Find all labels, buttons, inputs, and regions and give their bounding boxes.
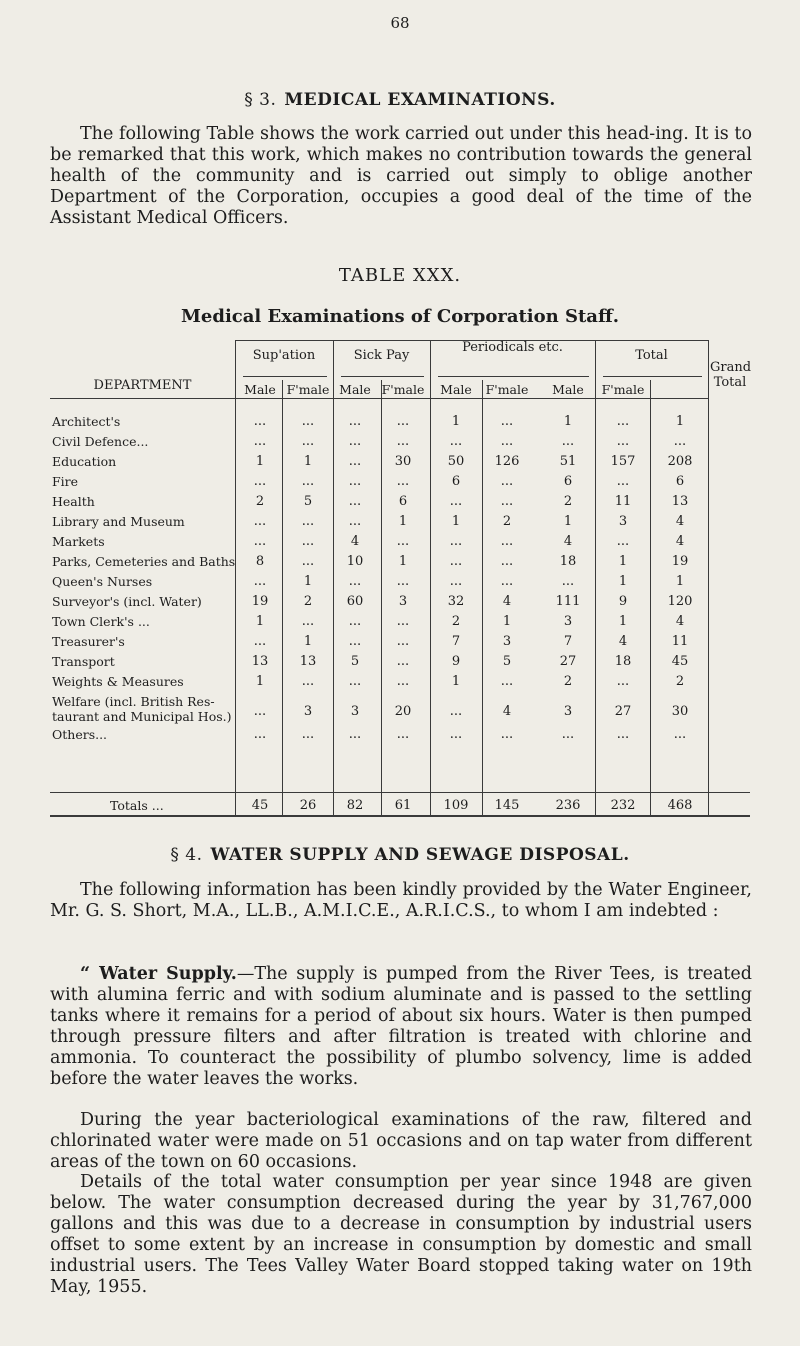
table-cell: 19 bbox=[671, 554, 689, 569]
table-cell: 2 bbox=[303, 594, 313, 609]
table-cell: ... bbox=[561, 434, 575, 449]
table-cell: 2 bbox=[563, 674, 573, 689]
table-cell: ... bbox=[616, 474, 630, 489]
totals-cell: 468 bbox=[667, 798, 693, 813]
sub-divider bbox=[282, 380, 283, 815]
department-name: Parks, Cemeteries and Baths bbox=[52, 554, 236, 569]
table-cell: ... bbox=[253, 704, 267, 720]
table-cell: ... bbox=[348, 414, 362, 429]
totals-cell: 232 bbox=[610, 798, 636, 813]
section-3-number: § 3. bbox=[244, 90, 277, 110]
table-cell: 50 bbox=[447, 454, 465, 469]
water-supply-text: —The supply is pumped from the River Tees, is treated with alumina ferric and with sodium aluminate and is passed to the settling tanks where it remains for a period of about six hours. Water is then pumped through pressure filters and after filtration is treated with chlorine and ammonia. To counteract the possibility of plumbo solvency, lime is added before the water leaves the works. bbox=[50, 964, 752, 1089]
table-subtitle: Medical Examinations of Corporation Staff. bbox=[180, 306, 620, 327]
table-cell: 1 bbox=[618, 574, 628, 589]
table-cell: ... bbox=[348, 574, 362, 589]
table-cell: 27 bbox=[614, 704, 632, 720]
table-cell: 5 bbox=[502, 654, 512, 669]
table-cell: ... bbox=[500, 574, 514, 589]
department-name: Treasurer's bbox=[52, 634, 125, 649]
table-cell: ... bbox=[301, 674, 315, 689]
table-cell: ... bbox=[673, 727, 687, 742]
group-underline bbox=[438, 376, 589, 377]
table-cell: 19 bbox=[251, 594, 269, 609]
table-cell: 7 bbox=[451, 634, 461, 649]
table-cell: ... bbox=[449, 704, 463, 720]
sub-divider bbox=[482, 380, 483, 815]
group-divider bbox=[235, 340, 236, 815]
bacteriological-paragraph bbox=[50, 1110, 752, 1173]
table-cell: ... bbox=[500, 727, 514, 742]
table-header-rule bbox=[50, 398, 708, 399]
section-4-title: WATER SUPPLY AND SEWAGE DISPOSAL. bbox=[210, 845, 630, 865]
department-name: Queen's Nurses bbox=[52, 574, 153, 589]
table-cell: 6 bbox=[675, 474, 685, 489]
department-name: Architect's bbox=[52, 414, 121, 429]
table-cell: ... bbox=[348, 614, 362, 629]
table-cell: 111 bbox=[555, 594, 581, 609]
table-cell: 4 bbox=[675, 514, 685, 529]
table-cell: ... bbox=[500, 494, 514, 509]
table-cell: 1 bbox=[255, 614, 265, 629]
table-cell: ... bbox=[301, 514, 315, 529]
group-divider bbox=[595, 340, 596, 815]
table-cell: ... bbox=[348, 514, 362, 529]
group-header: Sick Pay bbox=[353, 348, 410, 363]
group-underline bbox=[243, 376, 327, 377]
table-cell: 4 bbox=[675, 614, 685, 629]
table-cell: 3 bbox=[563, 614, 573, 629]
table-cell: ... bbox=[253, 414, 267, 429]
table-cell: 1 bbox=[451, 514, 461, 529]
grand-total-header: Grand Total bbox=[710, 360, 752, 390]
table-cell: 1 bbox=[451, 414, 461, 429]
water-supply-paragraph bbox=[50, 964, 752, 1090]
section-4-number: § 4. bbox=[170, 845, 203, 865]
sub-header: Male bbox=[244, 382, 276, 397]
table-cell: ... bbox=[500, 474, 514, 489]
table-cell: ... bbox=[616, 414, 630, 429]
table-cell: 1 bbox=[255, 454, 265, 469]
table-cell: ... bbox=[301, 434, 315, 449]
table-cell: ... bbox=[348, 494, 362, 509]
section-3-title: MEDICAL EXAMINATIONS. bbox=[284, 90, 556, 110]
table-cell: 6 bbox=[451, 474, 461, 489]
water-engineer-text: The following information has been kindly provided by the Water Engineer, Mr. G. S. Short, M.A., LL.B., A.M.I.C.E., A.R.I.C.S., to whom I am indebted : bbox=[50, 880, 752, 921]
table-cell: 4 bbox=[502, 704, 512, 720]
table-cell: 1 bbox=[303, 454, 313, 469]
table-cell: ... bbox=[449, 494, 463, 509]
water-supply-lead: “ Water Supply. bbox=[80, 964, 237, 984]
table-cell: 60 bbox=[346, 594, 364, 609]
table-cell: 13 bbox=[671, 494, 689, 509]
table-cell: ... bbox=[616, 674, 630, 689]
sub-header: Male bbox=[339, 382, 371, 397]
department-name: Health bbox=[52, 494, 95, 509]
table-cell: 2 bbox=[255, 494, 265, 509]
section-4-heading bbox=[0, 845, 800, 865]
table-cell: 2 bbox=[502, 514, 512, 529]
table-cell: ... bbox=[449, 574, 463, 589]
table-cell: ... bbox=[396, 674, 410, 689]
totals-cell: 82 bbox=[346, 798, 364, 813]
table-cell: ... bbox=[396, 654, 410, 669]
table-cell: ... bbox=[301, 727, 315, 742]
table-cell: ... bbox=[348, 434, 362, 449]
group-header: Periodicals etc. bbox=[462, 340, 563, 355]
table-cell: 30 bbox=[394, 454, 412, 469]
bacteriological-text: During the year bacteriological examinations of the raw, filtered and chlorinated water were made on 51 occasions and on tap water from different areas of the town on 60 occasions. bbox=[50, 1110, 752, 1172]
table-cell: 4 bbox=[350, 534, 360, 549]
table-cell: ... bbox=[449, 727, 463, 742]
table-cell: ... bbox=[348, 727, 362, 742]
table-cell: ... bbox=[396, 614, 410, 629]
table-cell: 1 bbox=[502, 614, 512, 629]
table-cell: 1 bbox=[451, 674, 461, 689]
group-divider bbox=[430, 340, 431, 815]
group-divider bbox=[708, 340, 709, 815]
table-cell: 3 bbox=[563, 704, 573, 720]
table-cell: ... bbox=[616, 727, 630, 742]
table-cell: 2 bbox=[675, 674, 685, 689]
table-cell: 9 bbox=[618, 594, 628, 609]
table-cell: ... bbox=[253, 574, 267, 589]
table-cell: 10 bbox=[346, 554, 364, 569]
table-cell: 9 bbox=[451, 654, 461, 669]
table-cell: 208 bbox=[667, 454, 693, 469]
section-3-heading bbox=[0, 90, 800, 110]
table-bottom-rule bbox=[50, 815, 750, 817]
table-cell: ... bbox=[500, 534, 514, 549]
table-cell: ... bbox=[561, 574, 575, 589]
table-cell: ... bbox=[673, 434, 687, 449]
table-cell: 2 bbox=[563, 494, 573, 509]
intro-text: The following Table shows the work carried out under this head-ing. It is to be remarked that this work, which makes no contribution towards the general health of the community and is carried out simply to oblige another Department of the Corporation, occupies a good deal of the time of the Assistant Medical Officers. bbox=[50, 124, 752, 228]
department-name: Town Clerk's ... bbox=[52, 614, 150, 629]
totals-cell: 145 bbox=[494, 798, 520, 813]
table-cell: 11 bbox=[671, 634, 689, 649]
table-cell: 27 bbox=[559, 654, 577, 669]
table-cell: ... bbox=[253, 434, 267, 449]
table-cell: ... bbox=[301, 474, 315, 489]
table-cell: 5 bbox=[303, 494, 313, 509]
consumption-text: Details of the total water consumption per year since 1948 are given below. The water consumption decreased during the year by 31,767,000 gallons and this was due to a decrease in consumption by industrial users offset to some extent by an increase in consumption by domestic and small industrial users. The Tees Valley Water Board stopped taking water on 19th May, 1955. bbox=[50, 1172, 752, 1297]
table-cell: 45 bbox=[671, 654, 689, 669]
group-underline bbox=[341, 376, 424, 377]
table-cell: 1 bbox=[675, 414, 685, 429]
totals-label: Totals ... bbox=[110, 798, 164, 813]
table-cell: 18 bbox=[614, 654, 632, 669]
group-underline bbox=[603, 376, 702, 377]
table-cell: 5 bbox=[350, 654, 360, 669]
department-name: Surveyor's (incl. Water) bbox=[52, 594, 202, 609]
table-cell: 7 bbox=[563, 634, 573, 649]
sub-header: F'male bbox=[286, 382, 330, 397]
sub-header: Male bbox=[440, 382, 472, 397]
table-cell: 3 bbox=[618, 514, 628, 529]
table-cell: 1 bbox=[303, 574, 313, 589]
group-header: Total bbox=[635, 348, 668, 363]
table-cell: ... bbox=[348, 634, 362, 649]
table-cell: ... bbox=[253, 474, 267, 489]
department-header: DEPARTMENT bbox=[93, 378, 192, 393]
table-cell: 3 bbox=[303, 704, 313, 720]
table-cell: 1 bbox=[255, 674, 265, 689]
table-cell: 4 bbox=[675, 534, 685, 549]
totals-top-rule bbox=[50, 792, 750, 793]
totals-cell: 236 bbox=[555, 798, 581, 813]
table-cell: ... bbox=[348, 474, 362, 489]
table-cell: ... bbox=[301, 534, 315, 549]
table-cell: 126 bbox=[494, 454, 520, 469]
table-cell: ... bbox=[500, 674, 514, 689]
table-cell: ... bbox=[396, 534, 410, 549]
department-name: Markets bbox=[52, 534, 105, 549]
table-cell: 4 bbox=[618, 634, 628, 649]
table-cell: 32 bbox=[447, 594, 465, 609]
table-cell: ... bbox=[500, 414, 514, 429]
table-cell: 1 bbox=[398, 514, 408, 529]
table-cell: ... bbox=[301, 614, 315, 629]
table-title: TABLE XXX. bbox=[338, 265, 462, 286]
table-cell: 3 bbox=[502, 634, 512, 649]
table-cell: 120 bbox=[667, 594, 693, 609]
department-name-cont: taurant and Municipal Hos.) bbox=[52, 708, 232, 724]
table-cell: 18 bbox=[559, 554, 577, 569]
table-cell: 6 bbox=[398, 494, 408, 509]
page-number: 68 bbox=[390, 14, 410, 32]
table-cell: ... bbox=[449, 534, 463, 549]
table-cell: ... bbox=[301, 554, 315, 569]
table-cell: ... bbox=[449, 434, 463, 449]
table-cell: 4 bbox=[563, 534, 573, 549]
department-name: Fire bbox=[52, 474, 79, 489]
table-cell: ... bbox=[253, 727, 267, 742]
table-cell: ... bbox=[301, 414, 315, 429]
table-cell: ... bbox=[396, 414, 410, 429]
table-cell: ... bbox=[449, 554, 463, 569]
intro-paragraph bbox=[50, 124, 752, 229]
table-cell: 4 bbox=[502, 594, 512, 609]
table-cell: ... bbox=[500, 554, 514, 569]
water-engineer-paragraph bbox=[50, 880, 752, 922]
table-cell: ... bbox=[396, 474, 410, 489]
table-cell: ... bbox=[396, 634, 410, 649]
table-cell: ... bbox=[253, 514, 267, 529]
table-cell: 30 bbox=[671, 704, 689, 720]
group-header: Sup'ation bbox=[252, 348, 316, 363]
department-name: Civil Defence... bbox=[52, 434, 149, 449]
department-name: Library and Museum bbox=[52, 514, 185, 529]
consumption-paragraph bbox=[50, 1172, 752, 1298]
sub-header: F'male bbox=[485, 382, 529, 397]
table-cell: 2 bbox=[451, 614, 461, 629]
department-name: Welfare (incl. British Res- bbox=[52, 694, 215, 709]
table-cell: ... bbox=[348, 674, 362, 689]
table-cell: 3 bbox=[398, 594, 408, 609]
table-cell: 1 bbox=[398, 554, 408, 569]
table-cell: 1 bbox=[618, 614, 628, 629]
table-cell: 1 bbox=[563, 514, 573, 529]
department-name: Others... bbox=[52, 727, 108, 742]
table-cell: 1 bbox=[563, 414, 573, 429]
table-cell: ... bbox=[253, 534, 267, 549]
table-cell: 1 bbox=[303, 634, 313, 649]
sub-header: F'male bbox=[381, 382, 425, 397]
table-cell: 51 bbox=[559, 454, 577, 469]
department-name: Weights & Measures bbox=[52, 674, 184, 689]
table-cell: ... bbox=[396, 727, 410, 742]
table-cell: 11 bbox=[614, 494, 632, 509]
medical-examinations-table bbox=[50, 340, 750, 820]
table-cell: 8 bbox=[255, 554, 265, 569]
table-cell: ... bbox=[253, 634, 267, 649]
sub-header: Male bbox=[552, 382, 584, 397]
department-name: Transport bbox=[52, 654, 115, 669]
table-cell: 13 bbox=[251, 654, 269, 669]
table-cell: ... bbox=[616, 534, 630, 549]
totals-cell: 61 bbox=[394, 798, 412, 813]
table-cell: 13 bbox=[299, 654, 317, 669]
totals-cell: 109 bbox=[443, 798, 469, 813]
table-cell: ... bbox=[500, 434, 514, 449]
table-cell: 1 bbox=[618, 554, 628, 569]
table-cell: 1 bbox=[675, 574, 685, 589]
table-cell: ... bbox=[561, 727, 575, 742]
table-cell: ... bbox=[348, 454, 362, 469]
sub-divider bbox=[650, 380, 651, 815]
table-cell: ... bbox=[396, 434, 410, 449]
table-cell: 157 bbox=[610, 454, 636, 469]
department-name: Education bbox=[52, 454, 117, 469]
table-cell: ... bbox=[396, 574, 410, 589]
table-cell: 6 bbox=[563, 474, 573, 489]
table-cell: 20 bbox=[394, 704, 412, 720]
table-cell: 3 bbox=[350, 704, 360, 720]
totals-cell: 26 bbox=[299, 798, 317, 813]
sub-header: F'male bbox=[601, 382, 645, 397]
totals-cell: 45 bbox=[251, 798, 269, 813]
table-cell: ... bbox=[616, 434, 630, 449]
